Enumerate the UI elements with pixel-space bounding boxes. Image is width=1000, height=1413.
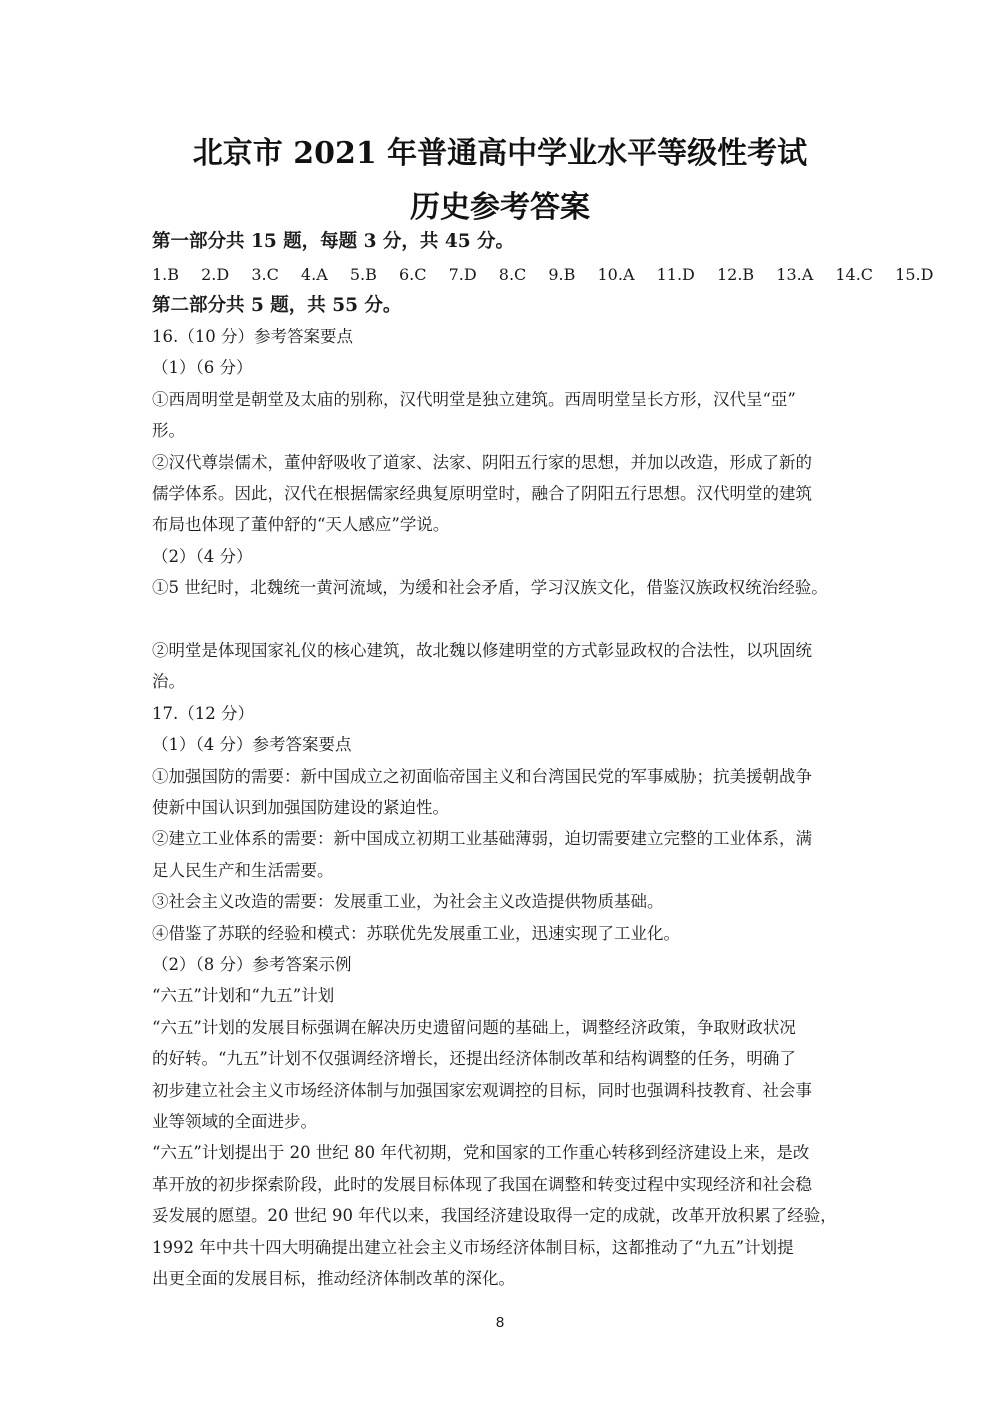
q16-line: ①5 世纪时，北魏统一黄河流域，为缓和社会矛盾，学习汉族文化，借鉴汉族政权统治经验。: [152, 578, 828, 597]
q17-line: “六五”计划的发展目标强调在解决历史遗留问题的基础上，调整经济政策，争取财政状况: [152, 1018, 796, 1037]
answer-item: 7.D: [448, 265, 477, 284]
answer-item: 12.B: [716, 265, 755, 284]
part1-answer-list: [152, 265, 950, 284]
answer-item: 9.B: [548, 265, 576, 284]
q17-line: 出更全面的发展目标，推动经济体制改革的深化。: [152, 1269, 515, 1288]
q17-line: 的好转。“九五”计划不仅强调经济增长，还提出经济体制改革和结构调整的任务，明确了: [152, 1049, 796, 1068]
answer-item: 13.A: [776, 265, 814, 284]
q17-line: 初步建立社会主义市场经济体制与加强国家宏观调控的目标，同时也强调科技教育、社会事: [152, 1081, 812, 1100]
answer-item: 1.B: [152, 265, 180, 284]
answer-item: 15.D: [895, 265, 934, 284]
q17-line: 使新中国认识到加强国防建设的紧迫性。: [152, 798, 449, 817]
q17-line: ②建立工业体系的需要：新中国成立初期工业基础薄弱，迫切需要建立完整的工业体系，满: [152, 829, 812, 848]
q17-line: ③社会主义改造的需要：发展重工业，为社会主义改造提供物质基础。: [152, 892, 664, 911]
page-subtitle: 历史参考答案: [410, 190, 590, 225]
answer-item: 5.B: [349, 265, 377, 284]
q16-header: 16.（10 分）参考答案要点: [152, 327, 353, 346]
part2-heading: 第二部分共 5 题，共 55 分。: [152, 295, 402, 316]
answer-item: 10.A: [597, 265, 635, 284]
q16-sub2: （2）（4 分）: [152, 547, 253, 566]
q17-sub2: （2）（8 分）参考答案示例: [152, 955, 352, 974]
q17-line: 足人民生产和生活需要。: [152, 861, 334, 880]
answer-item: 14.C: [835, 265, 874, 284]
page-title: 北京市 2021 年普通高中学业水平等级性考试: [192, 136, 808, 171]
q17-line: “六五”计划和“九五”计划: [152, 986, 335, 1005]
q16-line: ①西周明堂是朝堂及太庙的别称，汉代明堂是独立建筑。西周明堂呈长方形，汉代呈“亞”: [152, 390, 796, 409]
page-number: 8: [495, 1314, 505, 1331]
q17-header: 17.（12 分）: [152, 704, 254, 723]
part1-heading: 第一部分共 15 题，每题 3 分，共 45 分。: [152, 231, 515, 252]
q16-line: 儒学体系。因此，汉代在根据儒家经典复原明堂时，融合了阴阳五行思想。汉代明堂的建筑: [152, 484, 812, 503]
q17-line: 妥发展的愿望。20 世纪 90 年代以来，我国经济建设取得一定的成就，改革开放积累了经验，: [152, 1206, 837, 1225]
q17-line: 革开放的初步探索阶段，此时的发展目标体现了我国在调整和转变过程中实现经济和社会稳: [152, 1175, 812, 1194]
q17-line: ①加强国防的需要：新中国成立之初面临帝国主义和台湾国民党的军事威胁；抗美援朝战争: [152, 767, 812, 786]
q17-line: 1992 年中共十四大明确提出建立社会主义市场经济体制目标，这都推动了“九五”计划提: [152, 1238, 794, 1257]
q16-line: ②汉代尊崇儒术，董仲舒吸收了道家、法家、阴阳五行家的思想，并加以改造，形成了新的: [152, 453, 812, 472]
q17-sub1: （1）（4 分）参考答案要点: [152, 735, 352, 754]
answer-item: 4.A: [300, 265, 328, 284]
answer-item: 8.C: [498, 265, 527, 284]
answer-item: 3.C: [251, 265, 279, 284]
q17-line: “六五”计划提出于 20 世纪 80 年代初期，党和国家的工作重心转移到经济建设上来，是改: [152, 1143, 810, 1162]
q16-sub1: （1）（6 分）: [152, 358, 253, 377]
q16-line: 布局也体现了董仲舒的“天人感应”学说。: [152, 515, 450, 534]
q17-line: ④借鉴了苏联的经验和模式：苏联优先发展重工业，迅速实现了工业化。: [152, 924, 680, 943]
answer-item: 11.D: [656, 265, 695, 284]
q17-line: 业等领域的全面进步。: [152, 1112, 317, 1131]
answer-item: 2.D: [201, 265, 230, 284]
answer-item: 6.C: [398, 265, 427, 284]
q16-line: 治。: [152, 672, 185, 691]
q16-line: 形。: [152, 421, 185, 440]
q16-line: ②明堂是体现国家礼仪的核心建筑，故北魏以修建明堂的方式彰显政权的合法性，以巩固统: [152, 641, 812, 660]
